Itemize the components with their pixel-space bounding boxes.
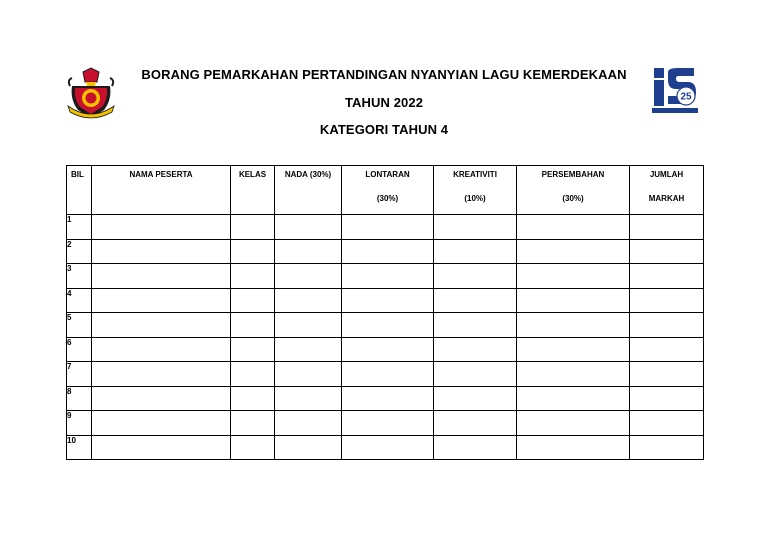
cell-kelas[interactable] xyxy=(231,313,275,338)
form-year: TAHUN 2022 xyxy=(344,95,424,110)
row-number: 3 xyxy=(67,264,92,289)
cell-jumlah-markah[interactable] xyxy=(630,386,704,411)
header-kreativiti xyxy=(434,166,517,215)
cell-nama-peserta[interactable] xyxy=(92,215,231,240)
header-label: BIL xyxy=(71,170,84,179)
cell-kelas[interactable] xyxy=(231,435,275,460)
table-row xyxy=(67,239,704,264)
table-row xyxy=(67,386,704,411)
cell-nada[interactable] xyxy=(275,362,342,387)
cell-lontaran[interactable] xyxy=(342,215,434,240)
cell-nama-peserta[interactable] xyxy=(92,386,231,411)
header-sublabel: (10%) xyxy=(464,194,486,203)
cell-nada[interactable] xyxy=(275,215,342,240)
cell-jumlah-markah[interactable] xyxy=(630,215,704,240)
header-label: NAMA PESERTA xyxy=(129,170,193,179)
cell-kreativiti[interactable] xyxy=(434,239,517,264)
cell-lontaran[interactable] xyxy=(342,288,434,313)
cell-lontaran[interactable] xyxy=(342,435,434,460)
cell-kelas[interactable] xyxy=(231,264,275,289)
cell-nada[interactable] xyxy=(275,313,342,338)
cell-kelas[interactable] xyxy=(231,337,275,362)
cell-jumlah-markah[interactable] xyxy=(630,313,704,338)
cell-nama-peserta[interactable] xyxy=(92,239,231,264)
cell-kelas[interactable] xyxy=(231,215,275,240)
header-kelas xyxy=(231,166,275,215)
header-persembahan xyxy=(517,166,630,215)
header-label: KREATIVITI xyxy=(453,170,497,179)
cell-lontaran[interactable] xyxy=(342,264,434,289)
cell-persembahan[interactable] xyxy=(517,362,630,387)
cell-nada[interactable] xyxy=(275,239,342,264)
cell-nama-peserta[interactable] xyxy=(92,411,231,436)
row-number: 1 xyxy=(67,215,92,240)
table-row xyxy=(67,435,704,460)
header-bil xyxy=(67,166,92,215)
row-number: 8 xyxy=(67,386,92,411)
cell-kelas[interactable] xyxy=(231,239,275,264)
cell-persembahan[interactable] xyxy=(517,288,630,313)
table-row xyxy=(67,313,704,338)
form-title: BORANG PEMARKAHAN PERTANDINGAN NYANYIAN LAGU KEMERDEKAAN xyxy=(141,67,627,82)
cell-nada[interactable] xyxy=(275,411,342,436)
cell-kreativiti[interactable] xyxy=(434,215,517,240)
cell-jumlah-markah[interactable] xyxy=(630,435,704,460)
header-label: JUMLAH xyxy=(649,170,684,179)
cell-jumlah-markah[interactable] xyxy=(630,288,704,313)
cell-kreativiti[interactable] xyxy=(434,337,517,362)
cell-nada[interactable] xyxy=(275,435,342,460)
cell-persembahan[interactable] xyxy=(517,435,630,460)
row-number: 2 xyxy=(67,239,92,264)
table-row xyxy=(67,215,704,240)
row-number: 10 xyxy=(67,435,92,460)
row-number: 9 xyxy=(67,411,92,436)
cell-lontaran[interactable] xyxy=(342,239,434,264)
school-crest-icon xyxy=(66,66,116,120)
cell-lontaran[interactable] xyxy=(342,362,434,387)
table-row xyxy=(67,337,704,362)
cell-jumlah-markah[interactable] xyxy=(630,411,704,436)
header-label: NADA (30%) xyxy=(284,170,332,179)
header-label: KELAS xyxy=(238,170,267,179)
cell-nada[interactable] xyxy=(275,337,342,362)
cell-jumlah-markah[interactable] xyxy=(630,239,704,264)
cell-kreativiti[interactable] xyxy=(434,264,517,289)
header-sublabel: MARKAH xyxy=(648,194,685,203)
cell-persembahan[interactable] xyxy=(517,239,630,264)
cell-nama-peserta[interactable] xyxy=(92,264,231,289)
header-nada xyxy=(275,166,342,215)
cell-nama-peserta[interactable] xyxy=(92,288,231,313)
cell-persembahan[interactable] xyxy=(517,386,630,411)
header-sublabel: (30%) xyxy=(562,194,584,203)
cell-kelas[interactable] xyxy=(231,386,275,411)
row-number: 7 xyxy=(67,362,92,387)
cell-kelas[interactable] xyxy=(231,288,275,313)
cell-kreativiti[interactable] xyxy=(434,411,517,436)
cell-lontaran[interactable] xyxy=(342,411,434,436)
header-nama-peserta xyxy=(92,166,231,215)
cell-kelas[interactable] xyxy=(231,362,275,387)
cell-persembahan[interactable] xyxy=(517,264,630,289)
anniversary-number: 25 xyxy=(680,91,692,103)
score-table xyxy=(66,165,704,460)
cell-nama-peserta[interactable] xyxy=(92,313,231,338)
table-row xyxy=(67,264,704,289)
table-row xyxy=(67,362,704,387)
table-row xyxy=(67,288,704,313)
row-number: 5 xyxy=(67,313,92,338)
table-row xyxy=(67,411,704,436)
cell-nama-peserta[interactable] xyxy=(92,435,231,460)
cell-persembahan[interactable] xyxy=(517,337,630,362)
cell-nada[interactable] xyxy=(275,288,342,313)
cell-kreativiti[interactable] xyxy=(434,313,517,338)
header-lontaran xyxy=(342,166,434,215)
cell-nama-peserta[interactable] xyxy=(92,362,231,387)
cell-lontaran[interactable] xyxy=(342,386,434,411)
form-category: KATEGORI TAHUN 4 xyxy=(319,122,449,137)
table-body xyxy=(67,215,704,460)
header-sublabel: (30%) xyxy=(376,194,399,203)
cell-persembahan[interactable] xyxy=(517,411,630,436)
cell-nada[interactable] xyxy=(275,386,342,411)
cell-nada[interactable] xyxy=(275,264,342,289)
cell-persembahan[interactable] xyxy=(517,215,630,240)
row-number: 4 xyxy=(67,288,92,313)
cell-lontaran[interactable] xyxy=(342,313,434,338)
header-label: PERSEMBAHAN xyxy=(541,170,605,179)
cell-lontaran[interactable] xyxy=(342,337,434,362)
cell-jumlah-markah[interactable] xyxy=(630,362,704,387)
cell-jumlah-markah[interactable] xyxy=(630,264,704,289)
cell-kreativiti[interactable] xyxy=(434,288,517,313)
cell-kelas[interactable] xyxy=(231,411,275,436)
cell-kreativiti[interactable] xyxy=(434,362,517,387)
header-row xyxy=(67,166,704,215)
cell-jumlah-markah[interactable] xyxy=(630,337,704,362)
cell-nama-peserta[interactable] xyxy=(92,337,231,362)
cell-kreativiti[interactable] xyxy=(434,435,517,460)
cell-kreativiti[interactable] xyxy=(434,386,517,411)
cell-persembahan[interactable] xyxy=(517,313,630,338)
header-jumlah-markah xyxy=(630,166,704,215)
header-label: LONTARAN xyxy=(365,170,410,179)
row-number: 6 xyxy=(67,337,92,362)
anniversary-logo-icon xyxy=(650,66,700,116)
